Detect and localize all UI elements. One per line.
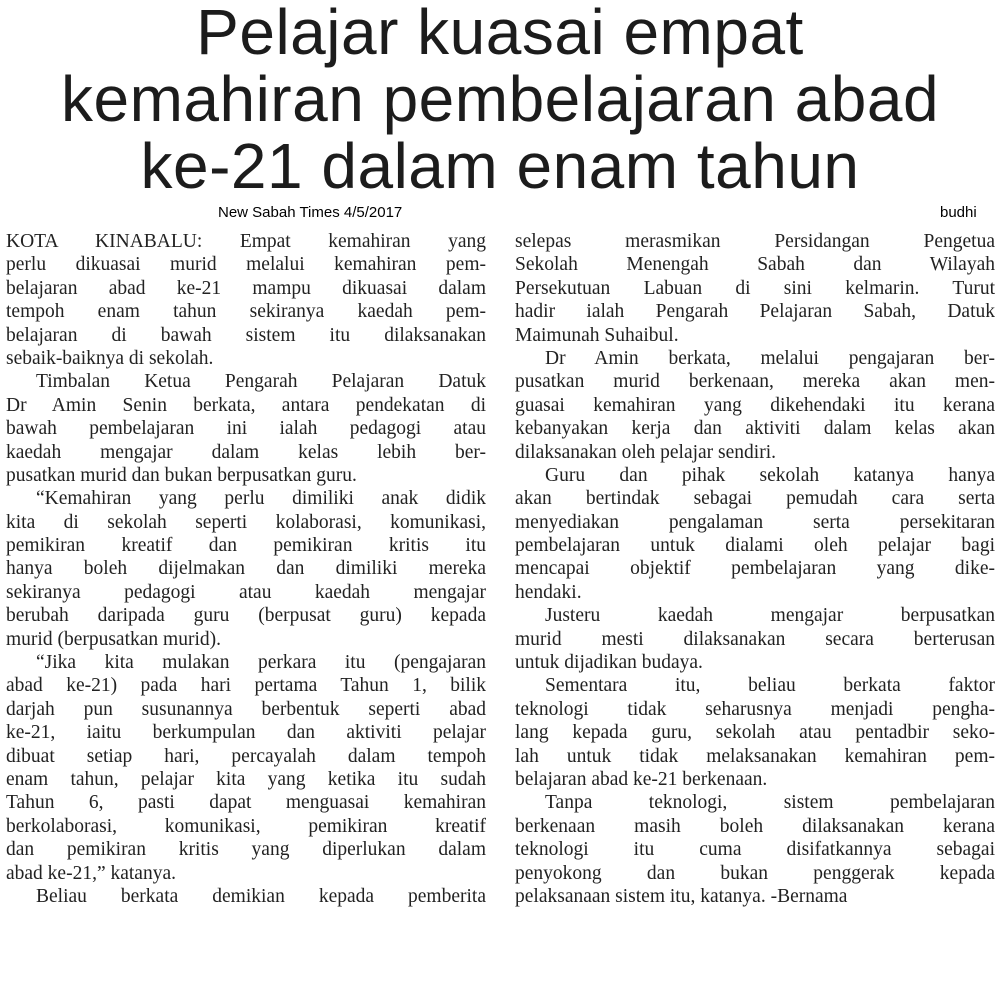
text-line: pusatkan murid berkenaan, mereka akan men- <box>515 371 995 393</box>
text-line: Tanpa teknologi, sistem pembelajaran <box>545 792 995 814</box>
text-line: Maimunah Suhaibul. <box>515 324 679 346</box>
text-line: mencapai objektif pembelajaran yang dike- <box>515 558 995 580</box>
text-line: berkolaborasi, komunikasi, pemikiran kreatif <box>6 815 486 837</box>
text-line: sekiranya pedagogi atau kaedah mengajar <box>6 581 486 603</box>
text-line: dan pemikiran kritis yang diperlukan dalam <box>6 839 486 861</box>
text-line: penyokong dan bukan penggerak kepada <box>515 862 995 884</box>
text-line: selepas merasmikan Persidangan Pengetua <box>515 231 995 252</box>
text-line: Dr Amin Senin berkata, antara pendekatan di <box>6 394 486 416</box>
text-line: belajaran di bawah sistem itu dilaksanakan <box>6 324 486 346</box>
text-line: pembelajaran untuk dialami oleh pelajar bagi <box>515 535 995 557</box>
text-line: pusatkan murid dan bukan berpusatkan guru. <box>6 464 357 486</box>
text-line: Timbalan Ketua Pengarah Pelajaran Datuk <box>36 371 486 393</box>
text-line: KOTA KINABALU: Empat kemahiran yang <box>6 231 486 252</box>
text-line: kebanyakan kerja dan aktiviti dalam kelas akan <box>515 418 995 440</box>
text-line: sebaik-baiknya di sekolah. <box>6 347 214 369</box>
text-line: abad ke-21,” katanya. <box>6 862 176 884</box>
text-line: untuk dijadikan budaya. <box>515 652 703 674</box>
text-line: dibuat setiap hari, percayalah dalam tempoh <box>6 745 486 767</box>
text-line: kaedah mengajar dalam kelas lebih ber- <box>6 441 486 463</box>
clipper-name: budhi <box>940 204 977 221</box>
headline-line: Pelajar kuasai empat <box>196 0 804 68</box>
text-line: berkenaan masih boleh dilaksanakan kerana <box>515 815 995 837</box>
text-line: abad ke-21) pada hari pertama Tahun 1, bilik <box>6 675 486 697</box>
text-line: “Kemahiran yang perlu dimiliki anak didik <box>36 488 486 510</box>
text-line: menyediakan pengalaman serta persekitaran <box>515 511 995 533</box>
text-line: pelaksanaan sistem itu, katanya. -Bernama <box>515 885 848 907</box>
text-line: teknologi itu cuma disifatkannya sebagai <box>515 839 995 861</box>
text-line: pemikiran kreatif dan pemikiran kritis itu <box>6 535 486 557</box>
text-line: Dr Amin berkata, melalui pengajaran ber- <box>545 347 995 369</box>
text-line: Justeru kaedah mengajar berpusatkan <box>545 605 995 627</box>
text-line: murid mesti dilaksanakan secara berterusan <box>515 628 995 650</box>
text-line: Sementara itu, beliau berkata faktor <box>545 675 995 697</box>
headline-line: ke-21 dalam enam tahun <box>140 130 860 202</box>
text-line: Tahun 6, pasti dapat menguasai kemahiran <box>6 792 486 814</box>
text-line: lang kepada guru, sekolah atau pentadbir seko- <box>515 722 995 744</box>
text-line: teknologi tidak seharusnya menjadi pengha- <box>515 698 995 720</box>
text-line: Sekolah Menengah Sabah dan Wilayah <box>515 254 995 276</box>
text-line: lah untuk tidak melaksanakan kemahiran pem- <box>515 745 995 767</box>
text-line: Guru dan pihak sekolah katanya hanya <box>545 464 995 486</box>
text-line: hanya boleh dijelmakan dan dimiliki mereka <box>6 558 486 580</box>
text-line: “Jika kita mulakan perkara itu (pengajaran <box>36 652 486 674</box>
headline-line: kemahiran pembelajaran abad <box>60 63 940 135</box>
text-line: Persekutuan Labuan di sini kelmarin. Turut <box>515 277 995 299</box>
article-column-right <box>515 230 995 908</box>
text-line: bawah pembelajaran ini ialah pedagogi atau <box>6 418 486 440</box>
text-line: hadir ialah Pengarah Pelajaran Sabah, Datuk <box>515 301 995 323</box>
text-line: hendaki. <box>515 581 582 603</box>
source-citation: New Sabah Times 4/5/2017 <box>218 204 403 221</box>
text-line: Beliau berkata demikian kepada pemberita <box>36 885 486 907</box>
text-line: enam tahun, pelajar kita yang ketika itu sudah <box>6 768 486 790</box>
text-line: berubah daripada guru (berpusat guru) kepada <box>6 605 486 627</box>
text-line: kita di sekolah seperti kolaborasi, komunikasi, <box>6 511 486 533</box>
text-line: perlu dikuasai murid melalui kemahiran pem- <box>6 254 486 276</box>
article-column-left <box>6 230 486 908</box>
text-line: guasai kemahiran yang dikehendaki itu kerana <box>515 394 995 416</box>
text-line: akan bertindak sebagai pemudah cara serta <box>515 488 995 510</box>
text-line: belajaran abad ke-21 mampu dikuasai dalam <box>6 277 486 299</box>
text-line: ke-21, iaitu berkumpulan dan aktiviti pelajar <box>6 722 486 744</box>
text-line: murid (berpusatkan murid). <box>6 628 221 650</box>
text-line: dilaksanakan oleh pelajar sendiri. <box>515 441 776 463</box>
text-line: tempoh enam tahun sekiranya kaedah pem- <box>6 301 486 323</box>
text-line: belajaran abad ke-21 berkenaan. <box>515 768 768 790</box>
text-line: darjah pun susunannya berbentuk seperti abad <box>6 698 486 720</box>
